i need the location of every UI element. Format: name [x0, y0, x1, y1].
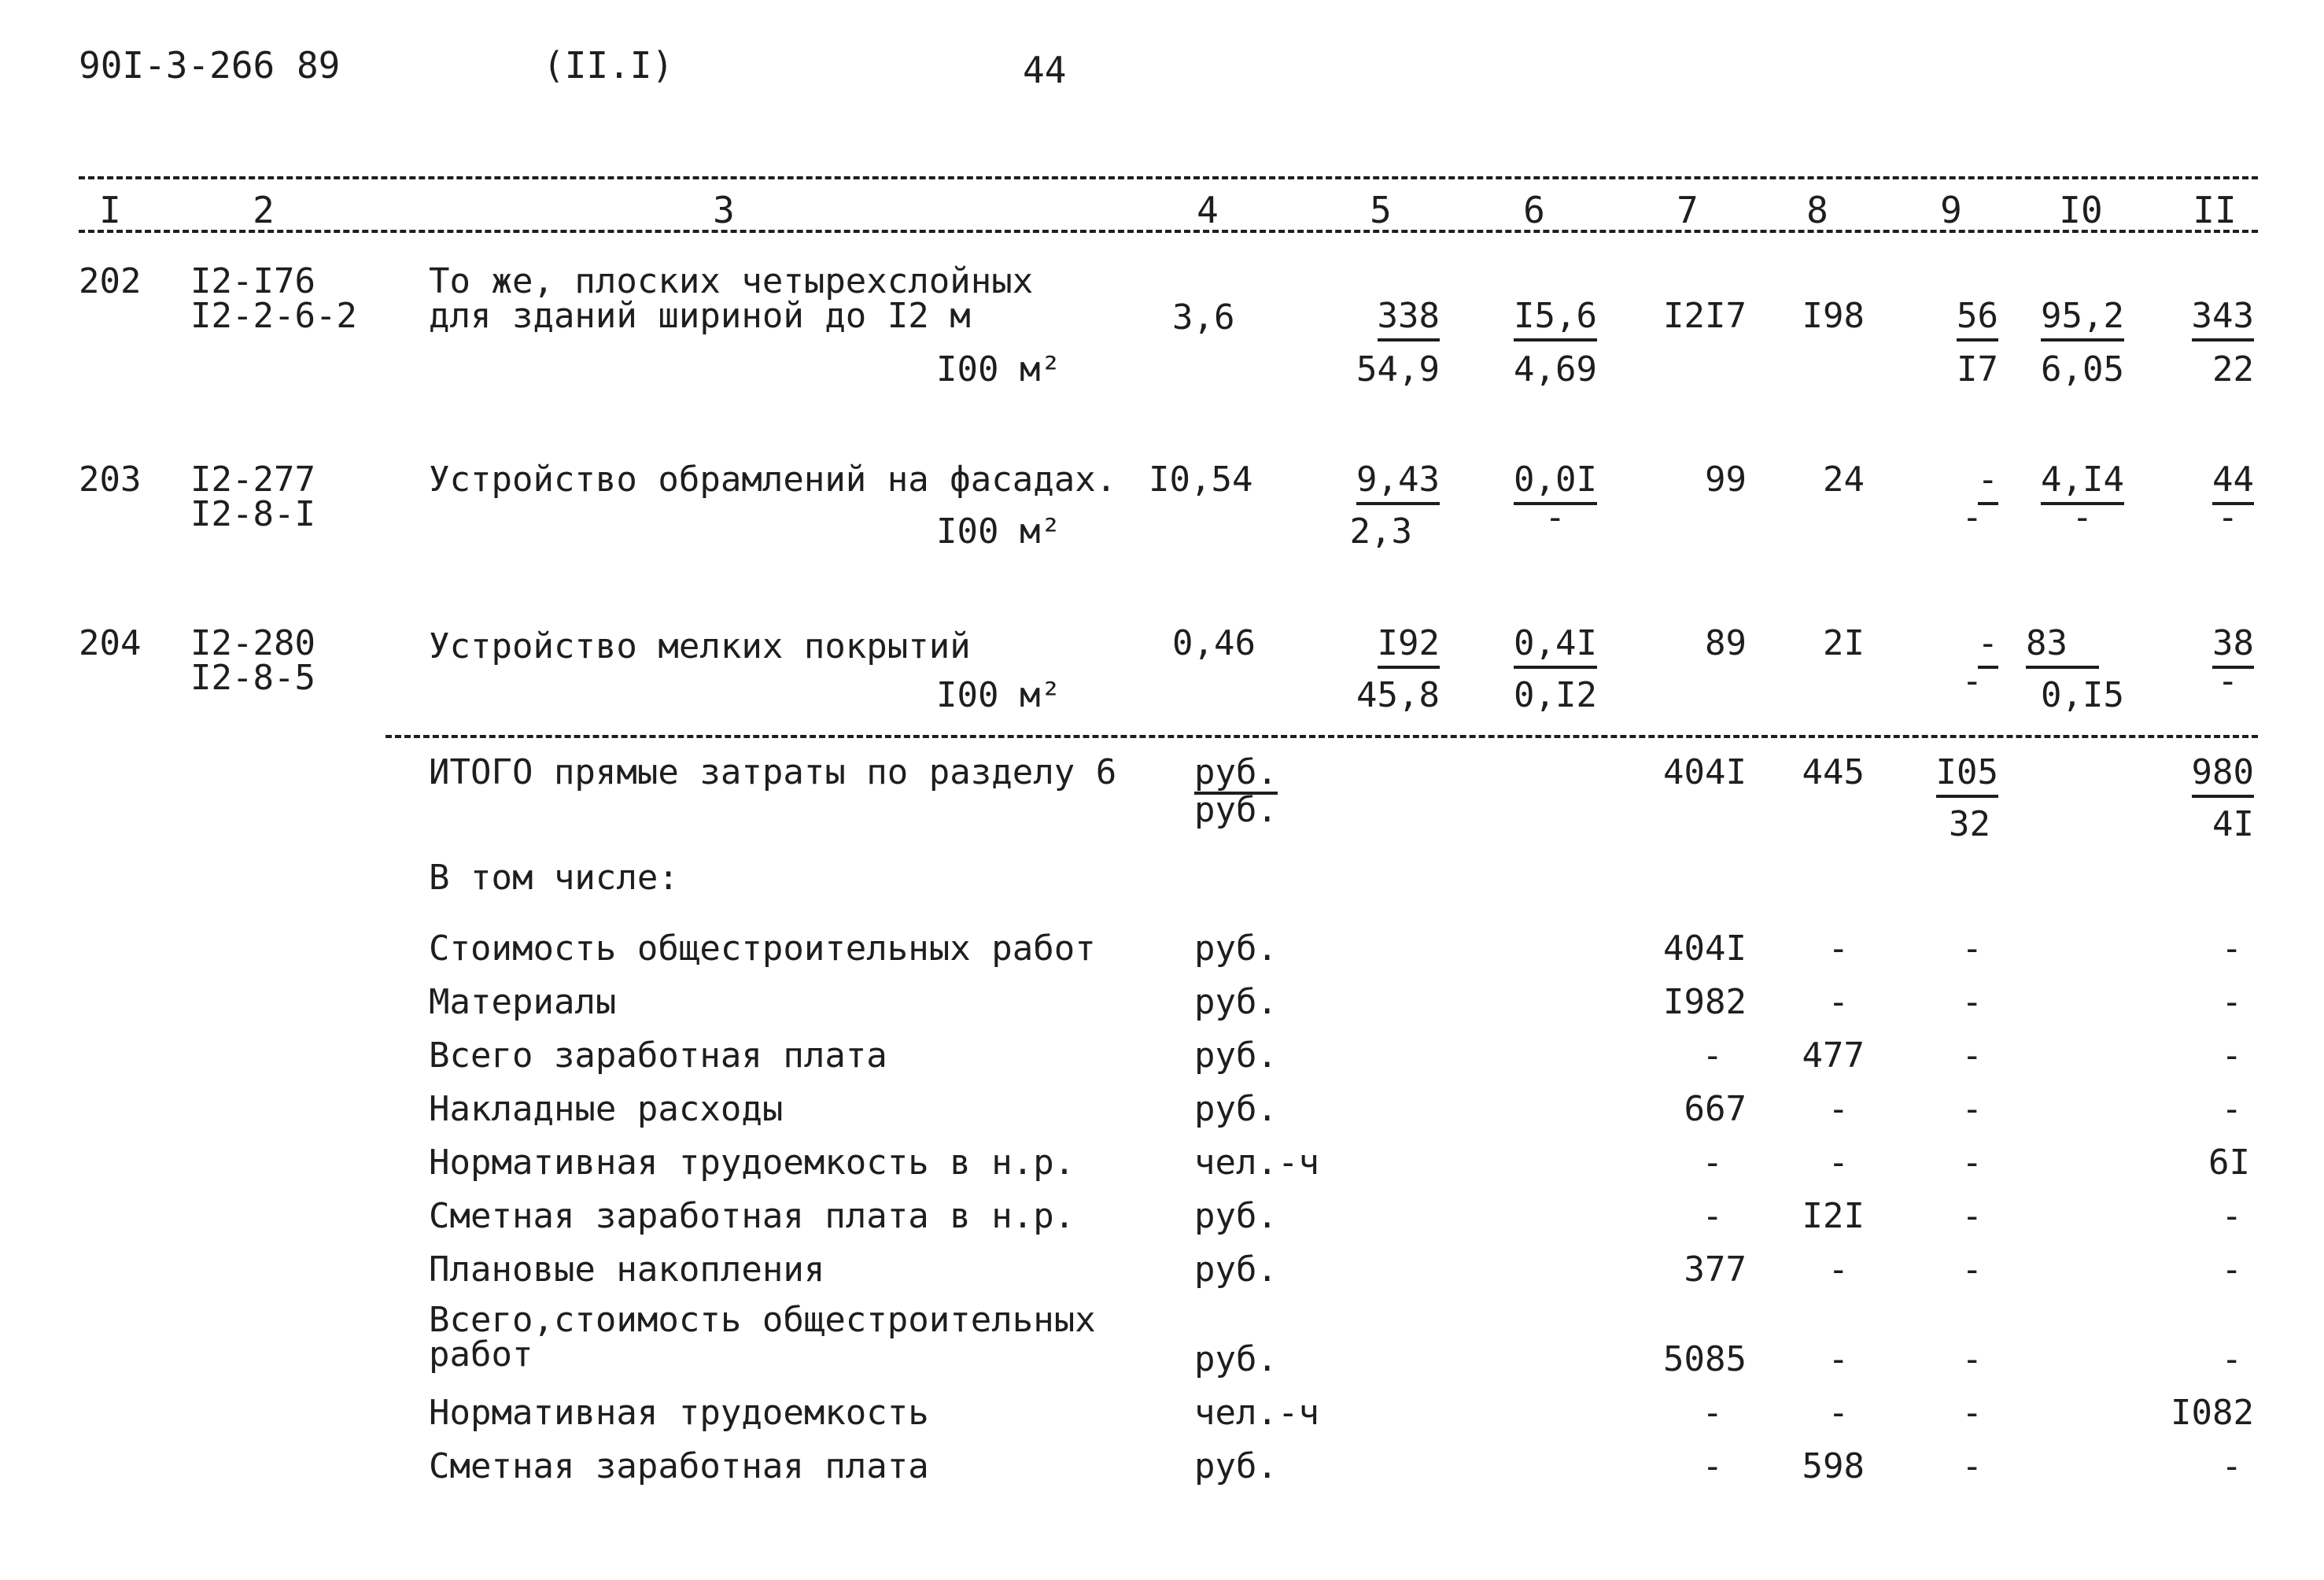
work-description: Устройство мелких покрытий	[429, 626, 971, 666]
col11-top: 44	[2140, 463, 2254, 505]
summary-label: Плановые накопления	[429, 1250, 825, 1290]
col10-bottom: 6,05	[2041, 349, 2124, 389]
summary-unit: руб.	[1194, 1196, 1278, 1236]
col9-bottom: -	[1961, 497, 1983, 537]
including-label: В том числе:	[429, 858, 679, 898]
col-header-9: 9	[1940, 189, 1962, 231]
summary-col11: -	[2221, 982, 2242, 1022]
norm-code: I2-2-6-2	[190, 296, 357, 336]
col-header-7: 7	[1677, 189, 1699, 231]
col5-top: I92	[1322, 626, 1440, 669]
summary-col7: -	[1702, 1035, 1723, 1076]
totals-label: ИТОГО прямые затраты по разделу 6	[429, 752, 1117, 792]
col9-bottom: -	[1961, 661, 1983, 701]
totals-unit-bottom: руб.	[1194, 790, 1278, 830]
col9-top: -	[1896, 626, 1998, 669]
col-header-5: 5	[1370, 189, 1392, 231]
col7-value: 99	[1705, 460, 1747, 500]
col11-top: 343	[2140, 299, 2254, 341]
col-header-8: 8	[1806, 189, 1828, 231]
row-number: 203	[79, 460, 142, 500]
summary-label: Нормативная трудоемкость в н.р.	[429, 1143, 1075, 1183]
col6-top: 0,0I	[1479, 463, 1597, 505]
quantity: I0,54	[1149, 460, 1253, 500]
col8-value: I98	[1802, 296, 1865, 336]
totals-col7: 404I	[1663, 752, 1747, 792]
summary-col7: I982	[1663, 982, 1747, 1022]
summary-label-continued: работ	[429, 1335, 533, 1375]
totals-col11-top: 980	[2140, 755, 2254, 798]
col11-bottom: -	[2217, 497, 2238, 537]
col10-bottom: -	[2071, 497, 2093, 537]
summary-col11: -	[2221, 1446, 2242, 1486]
summary-col9: -	[1961, 1196, 1983, 1236]
summary-label: Материалы	[429, 982, 617, 1022]
totals-rule	[385, 735, 2258, 738]
summary-col9: -	[1961, 1089, 1983, 1129]
summary-col9: -	[1961, 1035, 1983, 1076]
summary-col9: -	[1961, 1446, 1983, 1486]
totals-col11-bottom: 4I	[2212, 804, 2254, 844]
summary-col8: -	[1828, 1393, 1849, 1433]
summary-col9: -	[1961, 1393, 1983, 1433]
summary-unit: руб.	[1194, 1089, 1278, 1129]
col5-bottom: 45,8	[1356, 675, 1440, 715]
col5-top: 9,43	[1322, 463, 1440, 505]
summary-unit: руб.	[1194, 1250, 1278, 1290]
col8-value: 24	[1823, 460, 1865, 500]
summary-col11: -	[2221, 1196, 2242, 1236]
summary-col7: -	[1702, 1446, 1723, 1486]
summary-unit: руб.	[1194, 1446, 1278, 1486]
summary-col7: -	[1702, 1143, 1723, 1183]
summary-label: Сметная заработная плата	[429, 1446, 929, 1486]
summary-col7: -	[1702, 1196, 1723, 1236]
summary-col7: 5085	[1663, 1339, 1747, 1379]
col6-bottom: -	[1544, 497, 1566, 537]
col9-top: 56	[1896, 299, 1998, 341]
col10-top: 4,I4	[1998, 463, 2124, 505]
summary-col9: -	[1961, 982, 1983, 1022]
totals-col9-bottom: 32	[1949, 804, 1990, 844]
summary-label: Всего заработная плата	[429, 1035, 887, 1076]
header-top-rule	[79, 176, 2258, 179]
summary-col11: -	[2221, 1089, 2242, 1129]
summary-col11: I082	[2171, 1393, 2254, 1433]
summary-unit: руб.	[1194, 928, 1278, 969]
col8-value: 2I	[1823, 623, 1865, 663]
totals-col8: 445	[1802, 752, 1865, 792]
summary-col11: -	[2221, 1339, 2242, 1379]
summary-unit: чел.-ч	[1194, 1393, 1319, 1433]
summary-col7: 377	[1684, 1250, 1747, 1290]
summary-col8: -	[1828, 1339, 1849, 1379]
col7-value: I2I7	[1663, 296, 1747, 336]
summary-unit: чел.-ч	[1194, 1143, 1319, 1183]
measure-unit: I00 м²	[936, 675, 1061, 715]
col11-top: 38	[2140, 626, 2254, 669]
summary-label: Сметная заработная плата в н.р.	[429, 1196, 1075, 1236]
summary-col8: 477	[1802, 1035, 1865, 1076]
measure-unit: I00 м²	[936, 349, 1061, 389]
summary-col11: 6I	[2208, 1143, 2250, 1183]
summary-col9: -	[1961, 928, 1983, 969]
col6-top: I5,6	[1479, 299, 1597, 341]
work-description: Устройство обрамлений на фасадах.	[429, 460, 1117, 500]
summary-label: Всего,стоимость общестроительных	[429, 1300, 1096, 1340]
summary-label: Накладные расходы	[429, 1089, 784, 1129]
col7-value: 89	[1705, 623, 1747, 663]
totals-unit-top: руб.	[1194, 755, 1278, 795]
work-description: То же, плоских четырехслойных	[429, 261, 1034, 301]
col-header-2: 2	[253, 189, 275, 231]
totals-col9-top: I05	[1896, 755, 1998, 798]
norm-code: I2-277	[190, 460, 315, 500]
page-number: 44	[1023, 49, 1067, 91]
summary-col8: 598	[1802, 1446, 1865, 1486]
col9-bottom: I7	[1957, 349, 1998, 389]
col9-top: -	[1896, 463, 1998, 505]
col-header-10: I0	[2059, 189, 2103, 231]
summary-label: Стоимость общестроительных работ	[429, 928, 1096, 969]
summary-col8: -	[1828, 1089, 1849, 1129]
norm-code: I2-8-I	[190, 494, 315, 534]
summary-col11: -	[2221, 1250, 2242, 1290]
document-code: 90I-3-266 89	[79, 44, 341, 87]
summary-col8: -	[1828, 1143, 1849, 1183]
quantity: 0,46	[1172, 623, 1256, 663]
summary-col9: -	[1961, 1250, 1983, 1290]
col-header-6: 6	[1523, 189, 1545, 231]
col6-bottom: 4,69	[1514, 349, 1597, 389]
col-header-3: 3	[713, 189, 735, 231]
col10-top: 95,2	[1998, 299, 2124, 341]
summary-col9: -	[1961, 1339, 1983, 1379]
col-header-1: I	[99, 189, 121, 231]
col11-bottom: -	[2217, 661, 2238, 701]
col11-bottom: 22	[2212, 349, 2254, 389]
summary-col8: -	[1828, 982, 1849, 1022]
summary-col8: -	[1828, 1250, 1849, 1290]
summary-unit: руб.	[1194, 982, 1278, 1022]
measure-unit: I00 м²	[936, 511, 1061, 552]
col6-bottom: 0,I2	[1514, 675, 1597, 715]
col6-top: 0,4I	[1479, 626, 1597, 669]
summary-unit: руб.	[1194, 1035, 1278, 1076]
summary-col11: -	[2221, 928, 2242, 969]
row-number: 202	[79, 261, 142, 301]
summary-col9: -	[1961, 1143, 1983, 1183]
col10-bottom: 0,I5	[2041, 675, 2124, 715]
work-description: для зданий шириной до I2 м	[429, 296, 971, 336]
summary-col7: 667	[1684, 1089, 1747, 1129]
section-number: (II.I)	[543, 44, 674, 87]
col10-top: 83	[2026, 626, 2124, 669]
summary-col8: I2I	[1802, 1196, 1865, 1236]
header-bottom-rule	[79, 230, 2258, 233]
norm-code: I2-280	[190, 623, 315, 663]
col-header-4: 4	[1197, 189, 1219, 231]
col5-bottom: 2,3	[1349, 511, 1412, 552]
norm-code: I2-8-5	[190, 658, 315, 698]
col-header-11: II	[2193, 189, 2237, 231]
col5-bottom: 54,9	[1356, 349, 1440, 389]
summary-col7: -	[1702, 1393, 1723, 1433]
norm-code: I2-I76	[190, 261, 315, 301]
summary-col8: -	[1828, 928, 1849, 969]
summary-col11: -	[2221, 1035, 2242, 1076]
summary-label: Нормативная трудоемкость	[429, 1393, 929, 1433]
summary-col7: 404I	[1663, 928, 1747, 969]
col5-top: 338	[1322, 299, 1440, 341]
quantity: 3,6	[1172, 297, 1235, 338]
row-number: 204	[79, 623, 142, 663]
summary-unit: руб.	[1194, 1339, 1278, 1379]
